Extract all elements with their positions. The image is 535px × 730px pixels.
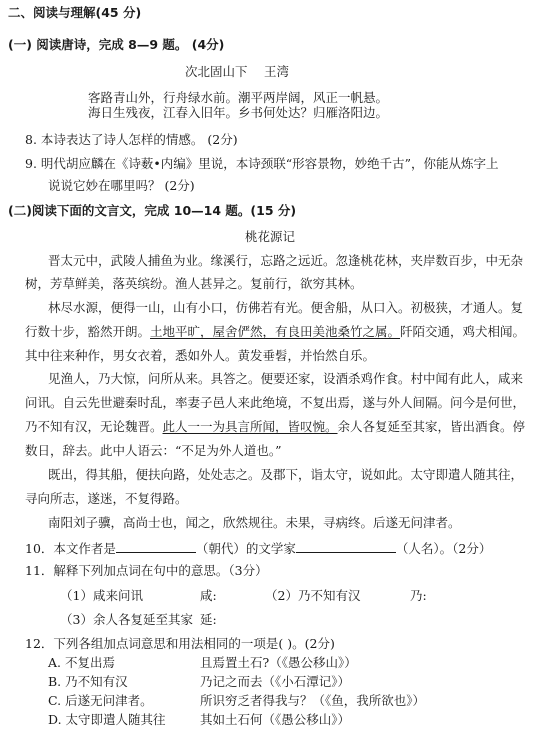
prose-p4-line-1: 既出，得其船，便扶向路，处处志之。及郡下，诣太守，说如此。太守即遣人随其往，	[48, 467, 524, 482]
option-d-left: D. 太守即遣人随其往	[48, 712, 166, 727]
prose-p3-line-3	[25, 421, 525, 434]
question-11-item-2: （2）乃不知有汉	[265, 588, 361, 603]
question-11: 11．解释下列加点词在句中的意思。（3分）	[25, 563, 268, 578]
prose-title: 桃花源记	[245, 229, 296, 244]
prose-p2-underlined-sentence: 土地平旷，屋舍俨然，有良田美池桑竹之属。	[150, 324, 401, 339]
prose-p3-line-2: 问讯。自云先世避秦时乱，率妻子邑人来此绝境，不复出焉，遂与外人间隔。问今是何世，	[25, 395, 526, 410]
option-a-right: 且焉置土石?（《愚公移山》）	[200, 655, 357, 670]
question-9-line-1: 9. 明代胡应麟在《诗薮•内编》里说，本诗颈联“形容景物，妙绝千古”，你能从炼字上	[25, 156, 499, 171]
prose-p1-line-2: 树，芳草鲜美，落英缤纷。渔人甚异之。复前行，欲穷其林。	[25, 276, 363, 291]
prose-part-header: (二)阅读下面的文言文，完成 10—14 题。(15 分)	[8, 203, 297, 218]
question-12: 12．下列各组加点词意思和用法相同的一项是( )。(2分)	[25, 636, 335, 651]
question-11-item-3-key: 延:	[200, 612, 217, 627]
option-b-right: 乃记之而去（《小石潭记》）	[200, 674, 351, 689]
section-title: 二、阅读与理解(45 分)	[8, 5, 142, 20]
poem-title: 次北固山下	[185, 64, 248, 79]
question-11-item-2-key: 乃:	[410, 588, 427, 603]
prose-p2-line-2-pre: 行数十步，豁然开朗。	[25, 324, 151, 339]
option-d-right: 其如土石何（《愚公移山》）	[200, 712, 351, 727]
prose-p1-line-1: 晋太元中，武陵人捕鱼为业。缘溪行，忘路之远近。忽逢桃花林，夹岸数百步，中无杂	[48, 253, 524, 268]
question-11-item-1: （1）咸来问讯	[60, 588, 143, 603]
prose-p2-line-3: 其中往来种作，男女衣着，悉如外人。黄发垂髫，并怡然自乐。	[25, 348, 376, 363]
question-10-part-a: 10．本文作者是	[25, 541, 116, 556]
prose-p2-line-2-post: 阡陌交通，鸡犬相闻。	[400, 324, 526, 339]
option-c-left: C. 后遂无问津者。	[48, 693, 153, 708]
question-10-part-b: （朝代）的文学家	[195, 541, 296, 556]
prose-p3-line-4: 数日，辞去。此中人语云：“不足为外人道也。”	[25, 443, 282, 458]
prose-p3-line-3-pre: 乃不知有汉，无论魏晋。	[25, 419, 163, 434]
prose-p3-line-3-post: 余人各复延至其家，皆出酒食。停	[337, 419, 526, 434]
poem-author: 王湾	[264, 64, 290, 79]
poem-part-header: (一) 阅读唐诗，完成 8—9 题。 (4分)	[8, 37, 225, 52]
option-c-right: 所识穷乏者得我与？（《鱼，我所欲也》）	[200, 693, 426, 708]
question-10	[25, 541, 491, 556]
prose-p3-underlined-sentence: 此人一一为具言所闻，皆叹惋。	[162, 419, 338, 434]
question-8: 8. 本诗表达了诗人怎样的情感。 (2分)	[25, 132, 238, 147]
answer-blank-author[interactable]	[296, 541, 396, 553]
question-11-item-3: （3）余人各复延至其家	[60, 612, 193, 627]
answer-blank-dynasty[interactable]	[116, 541, 196, 553]
question-10-part-c: （人名）。（2分）	[395, 541, 492, 556]
prose-p2-line-1: 林尽水源，便得一山，山有小口，仿佛若有光。便舍船，从口入。初极狭，才通人。复	[48, 300, 524, 315]
prose-p5-line-1: 南阳刘子骥，高尚士也，闻之，欣然规往。未果，寻病终。后遂无问津者。	[48, 515, 461, 530]
prose-p4-line-2: 寻向所志，遂迷，不复得路。	[25, 491, 188, 506]
poem-line-2: 海日生残夜，江春入旧年。乡书何处达？归雁洛阳边。	[88, 105, 389, 120]
question-9-line-2: 说说它妙在哪里吗？ (2分)	[48, 178, 195, 193]
poem-line-1: 客路青山外，行舟绿水前。潮平两岸阔，风正一帆悬。	[88, 90, 389, 105]
question-11-item-1-key: 咸:	[200, 588, 217, 603]
option-b-left: B. 乃不知有汉	[48, 674, 128, 689]
option-a-left: A. 不复出焉	[48, 655, 115, 670]
prose-p3-line-1: 见渔人，乃大惊，问所从来。具答之。便要还家，设酒杀鸡作食。村中闻有此人，咸来	[48, 371, 524, 386]
prose-p2-line-2	[25, 326, 525, 339]
